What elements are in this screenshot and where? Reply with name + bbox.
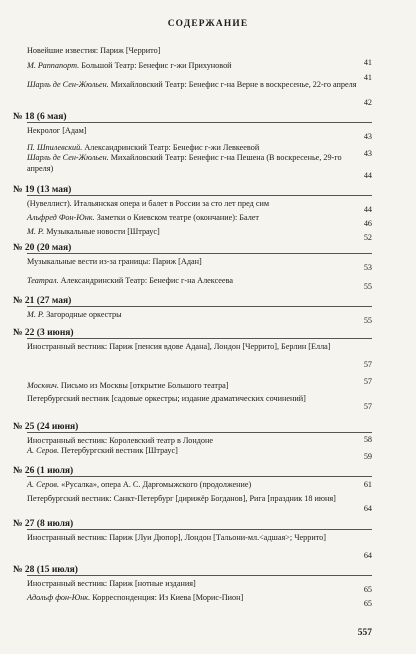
entry-title: Петербургский вестник [садовые оркестры; издание драматических сочинений] [27,394,306,403]
section-divider [27,338,372,339]
issue-heading: № 20 (20 мая) [13,243,72,253]
toc-entry [27,275,357,286]
entry-title: Музыкальные вести из-за границы: Париж [Адан] [27,257,202,266]
entry-title: Музыкальные новости [Штраус] [44,227,160,236]
entry-author: А. Серов. [27,446,60,455]
entry-page-number: 58 [363,435,372,444]
page-number: 557 [357,628,372,638]
page-title: СОДЕРЖАНИЕ [167,19,249,29]
entry-author: Москвич. [27,381,59,390]
entry-title: Некролог [Адам] [27,126,87,135]
entry-author: П. Шпилевский. [27,143,83,152]
entry-page-number: 43 [363,132,372,141]
entry-title: Петербургский вестник: Санкт-Петербург [дирижёр Богданов], Рига [праздник 18 июня] [27,494,336,503]
toc-entry [27,79,357,90]
entry-page-number: 57 [363,360,372,369]
entry-author: Адольф фон-Юнк. [27,593,91,602]
entry-author: М. Раппапорт. [27,61,80,70]
entry-title: Загородные оркестры [44,310,122,319]
section-divider [27,529,372,530]
toc-entry [27,445,357,456]
toc-entry [27,212,357,223]
issue-heading: № 25 (24 июня) [13,422,79,432]
entry-author: М. Р. [27,227,45,236]
section-divider [27,122,372,123]
toc-entry [27,60,357,71]
toc-entry [27,152,357,174]
toc-entry [27,341,357,352]
toc-entry [27,45,357,56]
toc-entry [27,309,357,320]
toc-entry [27,592,357,603]
toc-entry [27,226,357,237]
entry-author: Театрал. [27,276,59,285]
entry-page-number: 46 [363,219,372,228]
entry-page-number: 52 [363,233,372,242]
entry-title: Иностранный вестник: Париж [Луи Дюпор], Лондон [Тальони-мл.<адшая>; Черрито] [27,533,327,542]
entry-title: Заметки о Киевском театре (окончание): Балет [94,213,260,222]
entry-page-number: 43 [363,149,372,158]
section-divider [27,195,372,196]
entry-title: Большой Театр: Бенефис г-жи Прихуновой [79,61,232,70]
entry-page-number: 64 [363,504,372,513]
entry-author: А. Серов. [27,480,60,489]
entry-title: Корреспонденция: Из Киева [Морис-Пион] [90,593,244,602]
entry-page-number: 53 [363,263,372,272]
entry-page-number: 42 [363,98,372,107]
toc-entry [27,380,357,391]
entry-page-number: 44 [363,205,372,214]
entry-page-number: 55 [363,316,372,325]
issue-heading: № 22 (3 июня) [13,328,74,338]
entry-page-number: 41 [363,73,372,82]
issue-heading: № 18 (6 мая) [13,112,67,122]
entry-page-number: 41 [363,58,372,67]
entry-title: Иностранный вестник: Королевский театр в Лондоне [27,436,214,445]
toc-entry [27,198,357,209]
issue-heading: № 21 (27 мая) [13,296,72,306]
entry-page-number: 65 [363,599,372,608]
entry-title: Новейшие известия: Париж [Черрито] [27,46,161,55]
section-divider [27,476,372,477]
section-divider [27,432,372,433]
entry-page-number: 55 [363,282,372,291]
toc-entry [27,256,357,267]
entry-title: Письмо из Москвы [открытие Большого театра] [58,381,229,390]
entry-title: Александринский Театр: Бенефис г-жи Левкеевой [82,143,260,152]
toc-entry [27,393,357,404]
toc-entry [27,125,357,136]
entry-page-number: 61 [363,480,372,489]
entry-author: Шарль де Сен-Жюльен. [27,80,109,89]
entry-title: Петербургский вестник [Штраус] [59,446,178,455]
toc-entry [27,493,357,504]
issue-heading: № 26 (1 июля) [13,466,74,476]
entry-page-number: 64 [363,551,372,560]
entry-author: Шарль де Сен-Жюльен. [27,153,109,162]
issue-heading: № 19 (13 мая) [13,185,72,195]
issue-heading: № 28 (15 июля) [13,565,78,575]
entry-title: Александринский Театр: Бенефис г-на Алексеева [58,276,233,285]
entry-page-number: 65 [363,585,372,594]
toc-entry [27,532,357,543]
section-divider [27,306,372,307]
entry-title: Михайловский Театр: Бенефис г-на Пешена (В воскресенье, 29-го апреля) [27,153,342,173]
entry-page-number: 57 [363,377,372,386]
entry-title: «Русалка», опера А. С. Даргомыжского (продолжение) [59,480,252,489]
entry-page-number: 44 [363,171,372,180]
entry-author: М. Р. [27,310,45,319]
entry-author: Альфред Фон-Юнк. [27,213,95,222]
section-divider [27,253,372,254]
toc-entry [27,578,357,589]
entry-page-number: 59 [363,452,372,461]
entry-page-number: 57 [363,402,372,411]
issue-heading: № 27 (8 июля) [13,519,74,529]
entry-title: Иностранный вестник: Париж [пенсия вдове Адана], Лондон [Черрито], Берлин [Елла] [27,342,331,351]
entry-title: Михайловский Театр: Бенефис г-на Верне в воскресенье, 22-го апреля [108,80,357,89]
entry-title: Иностранный вестник: Париж [нотные издания] [27,579,196,588]
toc-entry [27,479,357,490]
entry-title: (Нувеллист). Итальянская опера и балет в России за сто лет пред сим [27,199,270,208]
section-divider [27,575,372,576]
